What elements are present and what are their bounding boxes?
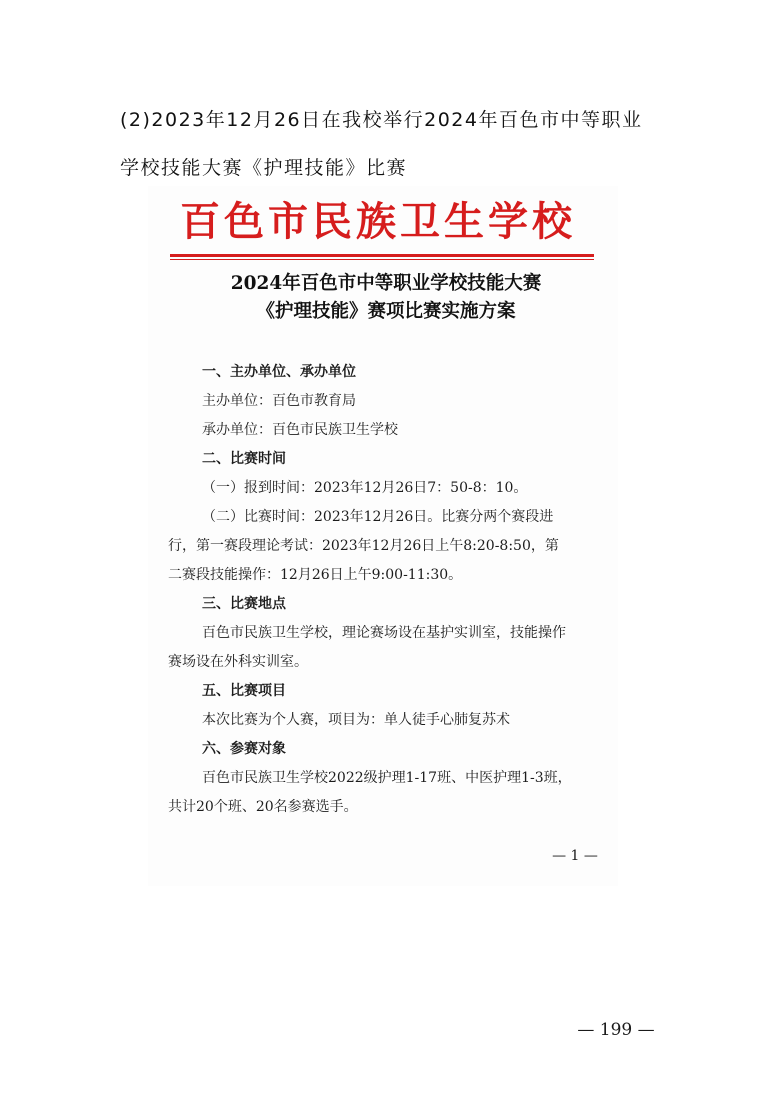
letterhead-red-rule [170,254,594,257]
section-heading: 五、比赛项目 [202,683,286,699]
section-heading: 三、比赛地点 [202,596,286,612]
section-heading: 二、比赛时间 [202,451,286,467]
document-title-line1: 2024年百色市中等职业学校技能大赛 [230,273,542,294]
paragraph-line: 主办单位：百色市教育局 [202,393,356,409]
paragraph-line: 二赛段技能操作：12月26日上午9:00-11:30。 [168,567,463,583]
document-body [168,358,602,822]
outer-heading-line2: 学校技能大赛《护理技能》比赛 [120,157,408,179]
letterhead-org-name: 百色市民族卫生学校 [180,198,576,245]
paragraph-line: （二）比赛时间：2023年12月26日。比赛分两个赛段进 [202,509,554,525]
paragraph-line: （一）报到时间：2023年12月26日7：50-8：10。 [202,480,528,496]
paragraph-line: 承办单位：百色市民族卫生学校 [202,422,398,438]
document-title [168,270,604,326]
paragraph-line: 百色市民族卫生学校，理论赛场设在基护实训室，技能操作 [202,625,566,641]
paragraph-line: 行，第一赛段理论考试：2023年12月26日上午8:20-8:50，第 [168,538,559,554]
document-title-line2: 《护理技能》赛项比赛实施方案 [256,301,516,322]
page-number: — 199 — [577,1020,655,1040]
outer-heading-line1: (2)2023年12月26日在我校举行2024年百色市中等职业 [120,109,643,131]
letterhead-red-rule-thin [170,259,594,260]
paragraph-line: 共计20个班、20名参赛选手。 [168,799,358,815]
section-heading: 一、主办单位、承办单位 [202,364,356,380]
paragraph-line: 本次比赛为个人赛，项目为：单人徒手心肺复苏术 [202,712,510,728]
inner-page-number: — 1 — [552,848,598,864]
paragraph-line: 赛场设在外科实训室。 [168,654,308,670]
paragraph-line: 百色市民族卫生学校2022级护理1-17班、中医护理1-3班， [202,770,572,786]
outer-heading [120,96,680,192]
section-heading: 六、参赛对象 [202,741,286,757]
